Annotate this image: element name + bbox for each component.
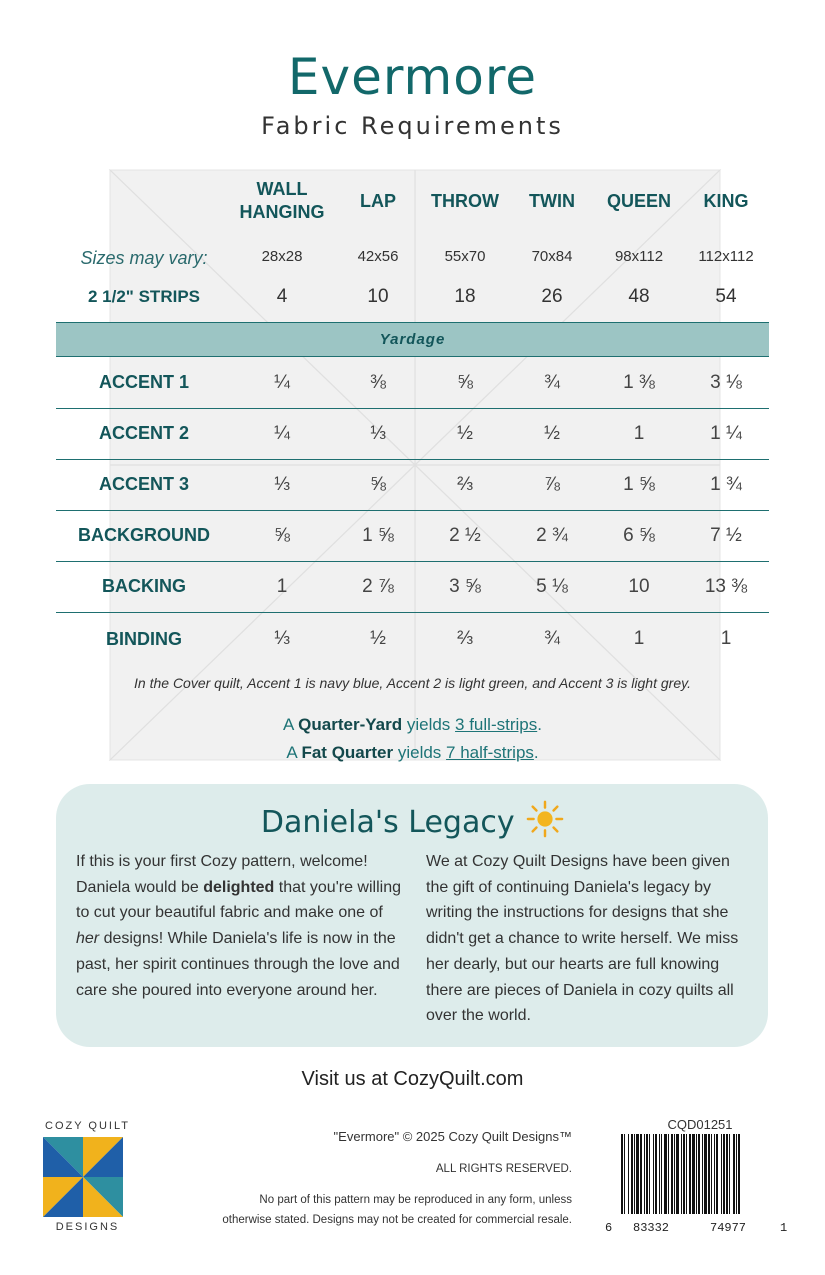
yardage-cell: ¾ bbox=[544, 372, 560, 393]
barcode-bar bbox=[692, 1134, 695, 1214]
barcode-bar bbox=[640, 1134, 642, 1214]
size-value: 112x112 bbox=[698, 248, 754, 265]
sizes-label: Sizes may vary: bbox=[80, 248, 208, 268]
yardage-cell: 1 ⅜ bbox=[623, 372, 655, 393]
col-header-throw: THROW bbox=[431, 191, 499, 211]
barcode-bar bbox=[624, 1134, 625, 1214]
disclaimer-line: No part of this pattern may be reproduced in any form, unless bbox=[259, 1194, 572, 1206]
yardage-cell: ⅔ bbox=[457, 628, 473, 649]
barcode-bar bbox=[674, 1134, 675, 1214]
text-run: If this is your first Cozy pattern, welcome! Daniela would be bbox=[76, 853, 368, 896]
yardage-cell: 10 bbox=[628, 576, 650, 597]
barcode-bar bbox=[729, 1134, 730, 1214]
barcode-bar bbox=[716, 1134, 718, 1214]
yardage-cell: ⅓ bbox=[274, 628, 290, 649]
strip-count: 4 bbox=[276, 286, 288, 307]
barcode-bar bbox=[721, 1134, 722, 1214]
row-label: BACKING bbox=[102, 576, 186, 596]
barcode-bar bbox=[646, 1134, 648, 1214]
row-label: ACCENT 3 bbox=[98, 474, 189, 494]
upc-digit: 1 bbox=[780, 1221, 788, 1235]
text-run: that you're willing to cut your beautiful fabric and make one of bbox=[76, 878, 401, 922]
upc-digit-group: 74977 bbox=[710, 1221, 747, 1235]
yield-prefix: A bbox=[283, 715, 299, 734]
barcode-bar bbox=[723, 1134, 725, 1214]
col-header-king: KING bbox=[703, 191, 749, 211]
row-divider bbox=[56, 459, 769, 460]
yield-prefix: A bbox=[286, 743, 302, 762]
cover-quilt-note: In the Cover quilt, Accent 1 is navy blue, Accent 2 is light green, and Accent 3 is light grey. bbox=[134, 675, 691, 691]
barcode-bar bbox=[714, 1134, 715, 1214]
yardage-cell: 1 bbox=[633, 628, 645, 649]
col-header-line2: HANGING bbox=[239, 202, 325, 222]
yardage-cell: 1 ¾ bbox=[710, 474, 742, 495]
yardage-cell: ½ bbox=[370, 628, 386, 649]
yardage-cell: ¾ bbox=[544, 628, 560, 649]
col-header-wall-hanging bbox=[232, 178, 332, 224]
barcode-bar bbox=[636, 1134, 639, 1214]
yardage-cell: 2 ¾ bbox=[536, 525, 568, 546]
yardage-cell: 1 ¼ bbox=[710, 423, 742, 444]
yardage-cell: ⅝ bbox=[457, 372, 473, 393]
size-value: 28x28 bbox=[261, 248, 303, 265]
yield-end: . bbox=[537, 715, 542, 734]
yardage-cell: ¼ bbox=[274, 423, 290, 444]
yardage-cell: 6 ⅝ bbox=[623, 525, 655, 546]
col-header-lap: LAP bbox=[360, 191, 396, 211]
barcode-bar bbox=[661, 1134, 662, 1214]
yield-end: . bbox=[533, 743, 539, 762]
emphasis-delighted: delighted bbox=[203, 878, 275, 896]
legacy-title bbox=[0, 800, 825, 840]
barcode-bar bbox=[628, 1134, 629, 1214]
visit-website-link[interactable]: Visit us at CozyQuilt.com bbox=[301, 1068, 524, 1090]
barcode-bar bbox=[733, 1134, 735, 1214]
strip-count: 48 bbox=[628, 286, 650, 307]
yield-term: Quarter-Yard bbox=[298, 715, 403, 734]
barcode-bar bbox=[644, 1134, 645, 1214]
yield-mid: yields bbox=[393, 743, 447, 762]
strip-count: 18 bbox=[454, 286, 476, 307]
copyright-line: "Evermore" © 2025 Cozy Quilt Designs™ bbox=[333, 1129, 572, 1144]
yardage-cell: 7 ½ bbox=[710, 525, 742, 546]
barcode-bar bbox=[704, 1134, 707, 1214]
yardage-cell: 1 ⅝ bbox=[362, 525, 394, 546]
size-value: 55x70 bbox=[444, 248, 486, 265]
legacy-paragraph-left bbox=[76, 849, 410, 1003]
cozy-quilt-logo bbox=[43, 1137, 123, 1217]
barcode-bar bbox=[696, 1134, 697, 1214]
brand-name-bottom: DESIGNS bbox=[55, 1221, 120, 1233]
yardage-cell: ⅔ bbox=[457, 474, 473, 495]
strip-count: 10 bbox=[367, 286, 389, 307]
yardage-cell: 3 ⅛ bbox=[710, 372, 742, 393]
barcode-bar bbox=[738, 1134, 740, 1214]
barcode-bar bbox=[708, 1134, 710, 1214]
yield-mid: yields bbox=[402, 715, 456, 734]
sku-code: CQD01251 bbox=[667, 1117, 733, 1132]
sun-icon bbox=[526, 800, 564, 838]
yardage-cell: 2 ⅞ bbox=[362, 576, 394, 597]
disclaimer-line: otherwise stated. Designs may not be created for commercial resale. bbox=[222, 1214, 572, 1226]
barcode-bar bbox=[664, 1134, 667, 1214]
barcode-bar bbox=[689, 1134, 691, 1214]
brand-name-top: COZY QUILT bbox=[45, 1120, 130, 1132]
row-divider bbox=[56, 408, 769, 409]
pattern-title: Evermore bbox=[287, 48, 538, 106]
barcode-bar bbox=[659, 1134, 660, 1214]
barcode-bar bbox=[649, 1134, 650, 1214]
barcode-bar bbox=[683, 1134, 685, 1214]
barcode-bar bbox=[671, 1134, 673, 1214]
col-header-queen: QUEEN bbox=[606, 191, 671, 211]
barcode-bar bbox=[621, 1134, 623, 1214]
barcode-bar bbox=[655, 1134, 657, 1214]
yardage-cell: ⅓ bbox=[370, 423, 386, 444]
upc-digit-group: 83332 bbox=[633, 1221, 670, 1235]
barcode-bar bbox=[631, 1134, 633, 1214]
yardage-cell: 1 bbox=[276, 576, 288, 597]
barcode-bar bbox=[702, 1134, 703, 1214]
yardage-cell: 13 ⅜ bbox=[704, 576, 748, 597]
row-label: ACCENT 2 bbox=[98, 423, 189, 443]
barcode-bar bbox=[668, 1134, 669, 1214]
row-label: ACCENT 1 bbox=[98, 372, 189, 392]
yardage-cell: 2 ½ bbox=[449, 525, 481, 546]
barcode-bar bbox=[711, 1134, 712, 1214]
yield-term: Fat Quarter bbox=[301, 743, 394, 762]
legacy-title-text: Daniela's Legacy bbox=[260, 805, 515, 840]
yardage-cell: ½ bbox=[457, 423, 473, 444]
yardage-cell: 1 ⅝ bbox=[623, 474, 655, 495]
text-run: designs! While Daniela's life is now in the past, her spirit continues through the love and care she poured into everyone around her. bbox=[76, 930, 400, 999]
emphasis-her: her bbox=[76, 930, 100, 948]
quarter-yard-yield bbox=[0, 715, 825, 735]
yardage-cell: ¼ bbox=[274, 372, 290, 393]
row-label: BINDING bbox=[106, 629, 182, 649]
barcode-bar bbox=[736, 1134, 737, 1214]
barcode-bar bbox=[726, 1134, 728, 1214]
legacy-paragraph-right: We at Cozy Quilt Designs have been given the gift of continuing Daniela's legacy by writing the instructions for designs that she didn't get a chance to write herself. We miss her dearly, but our hearts are full knowing there are pieces of Daniela in cozy quilts all over the world. bbox=[426, 853, 739, 1025]
col-header-twin: TWIN bbox=[529, 191, 575, 211]
barcode-bar bbox=[686, 1134, 687, 1214]
size-value: 70x84 bbox=[531, 248, 573, 265]
strip-count: 54 bbox=[715, 286, 737, 307]
disclaimer bbox=[150, 1190, 572, 1230]
barcode-bar bbox=[681, 1134, 682, 1214]
size-value: 98x112 bbox=[614, 248, 664, 265]
yardage-cell: 5 ⅛ bbox=[536, 576, 568, 597]
row-divider bbox=[56, 612, 769, 613]
barcode-bar bbox=[676, 1134, 679, 1214]
yardage-cell: 1 bbox=[633, 423, 645, 444]
row-label: BACKGROUND bbox=[78, 525, 210, 545]
yardage-cell: ⅝ bbox=[274, 525, 290, 546]
yield-amount: 3 full-strips bbox=[455, 715, 538, 734]
yardage-cell: ⅓ bbox=[274, 474, 290, 495]
pattern-subtitle: Fabric Requirements bbox=[261, 112, 564, 140]
barcode-bar bbox=[698, 1134, 700, 1214]
yardage-band: Yardage bbox=[56, 322, 769, 357]
row-divider bbox=[56, 510, 769, 511]
strip-count: 26 bbox=[541, 286, 563, 307]
rights-reserved: ALL RIGHTS RESERVED. bbox=[435, 1163, 572, 1175]
yardage-cell: ⅜ bbox=[370, 372, 386, 393]
col-header-line1: WALL bbox=[256, 179, 308, 199]
barcode-bar bbox=[653, 1134, 654, 1214]
yardage-cell: ⅝ bbox=[370, 474, 386, 495]
fat-quarter-yield bbox=[0, 743, 825, 763]
upc-digit: 6 bbox=[605, 1221, 613, 1235]
size-value: 42x56 bbox=[357, 248, 399, 265]
barcode-bar bbox=[634, 1134, 635, 1214]
row-divider bbox=[56, 561, 769, 562]
yardage-cell: 1 bbox=[720, 628, 732, 649]
yardage-cell: 3 ⅝ bbox=[449, 576, 481, 597]
yardage-cell: ½ bbox=[544, 423, 560, 444]
yield-amount: 7 half-strips bbox=[446, 743, 534, 762]
yardage-cell: ⅞ bbox=[544, 474, 560, 495]
strips-label: 2 1/2" STRIPS bbox=[88, 287, 200, 306]
upc-barcode bbox=[615, 1134, 783, 1220]
